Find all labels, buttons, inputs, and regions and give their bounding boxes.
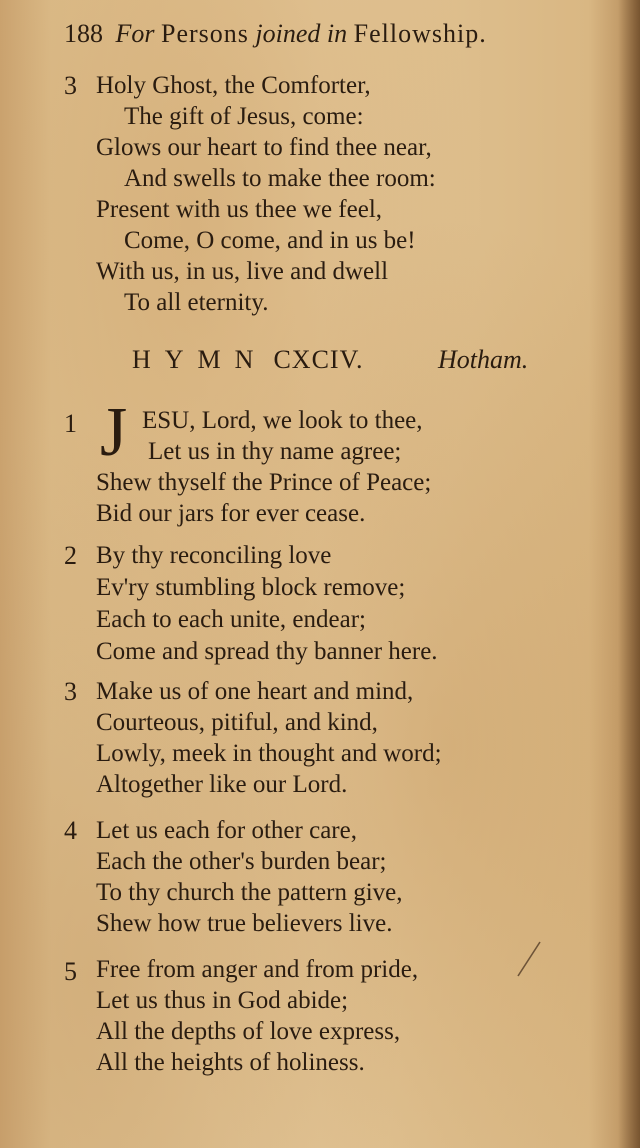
running-header	[64, 14, 640, 54]
verse-line: Come, O come, and in us be!	[124, 227, 416, 254]
pencil-mark	[510, 940, 550, 980]
stanza-number: 2	[64, 541, 77, 570]
verse-line: ESU, Lord, we look to thee,	[142, 407, 423, 434]
hymn-heading	[132, 342, 552, 378]
verse-line: To all eternity.	[124, 289, 269, 316]
verse-line: Ev'ry stumbling block remove;	[96, 574, 406, 601]
verse-line: Courteous, pitiful, and kind,	[96, 709, 378, 736]
header-for: For	[115, 19, 155, 48]
stanza-number: 3	[64, 677, 77, 706]
page-number: 188	[64, 19, 103, 48]
verse-line: Let us in thy name agree;	[148, 438, 402, 465]
verse-line: Each to each unite, endear;	[96, 606, 366, 633]
verse-line: Bid our jars for ever cease.	[96, 500, 366, 527]
verse-line: Let us thus in God abide;	[96, 987, 349, 1014]
verse-line: Shew thyself the Prince of Peace;	[96, 469, 432, 496]
verse-line: Let us each for other care,	[96, 817, 357, 844]
verse-line: Come and spread thy banner here.	[96, 638, 438, 665]
verse-line: Lowly, meek in thought and word;	[96, 740, 442, 767]
header-persons: Persons	[161, 19, 249, 48]
verse-line: Each the other's burden bear;	[96, 848, 387, 875]
verse-line: Make us of one heart and mind,	[96, 678, 414, 705]
header-joined-in: joined in	[255, 19, 348, 48]
verse-line: Shew how true believers live.	[96, 910, 393, 937]
verse-line: Altogether like our Lord.	[96, 771, 348, 798]
stanza-number: 4	[64, 816, 77, 845]
verse-line: All the depths of love express,	[96, 1018, 401, 1045]
stanza-number: 5	[64, 957, 77, 986]
verse-line: By thy reconciling love	[96, 542, 332, 569]
verse-line: Glows our heart to find thee near,	[96, 134, 432, 161]
stanza-number: 3	[64, 71, 77, 100]
hymn-number: CXCIV.	[273, 345, 364, 374]
hymn-word: HYMN	[132, 345, 268, 374]
verse-line: To thy church the pattern give,	[96, 879, 403, 906]
verse-line: The gift of Jesus, come:	[124, 103, 364, 130]
header-fellowship: Fellowship.	[353, 19, 487, 48]
tune-name: Hotham.	[438, 345, 529, 374]
stanza-number: 1	[64, 409, 77, 438]
verse-line: Free from anger and from pride,	[96, 956, 419, 983]
verse-line: And swells to make thee room:	[124, 165, 436, 192]
verse-line: All the heights of holiness.	[96, 1049, 365, 1076]
verse-line: Holy Ghost, the Comforter,	[96, 72, 371, 99]
verse-line: With us, in us, live and dwell	[96, 258, 389, 285]
drop-cap: J	[100, 394, 128, 471]
verse-line: Present with us thee we feel,	[96, 196, 383, 223]
